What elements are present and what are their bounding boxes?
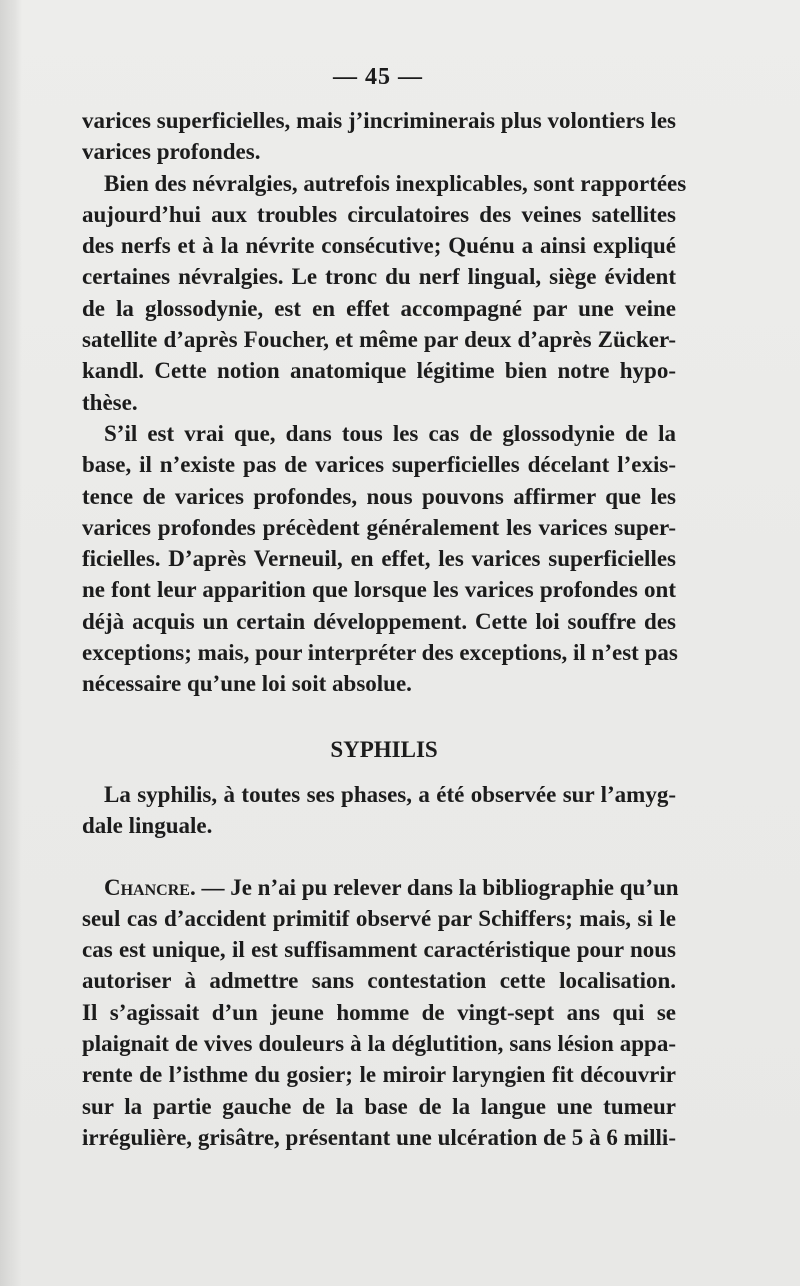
text-line: aujourd’hui aux troubles circulatoires des veines satellites [82,201,676,227]
text-line: des nerfs et à la névrite consécutive; Quénu a ainsi expliqué [82,233,676,259]
paragraph-gap [82,842,676,872]
text-line: tence de varices profondes, nous pouvons affirmer que les [82,483,676,509]
text-line: Bien des névralgies, autrefois inexplicables, sont rapportées [104,170,687,196]
text-line: nécessaire qu’une loi soit absolue. [82,671,412,697]
text-fragment: — Je n’ai pu relever dans la bibliographie qu’un [195,874,679,900]
text-line: base, il n’existe pas de varices superficielles décelant l’exis- [82,452,676,478]
text-line: ne font leur apparition que lorsque les varices profondes ont [82,577,676,603]
text-line: S’il est vrai que, dans tous les cas de glossodynie de la [104,420,676,446]
section-heading: SYPHILIS [330,736,438,762]
text-line: de la glossodynie, est en effet accompagné par une veine [82,295,676,321]
text-line [82,872,679,903]
text-line: ficielles. D’après Verneuil, en effet, les varices superficielles [82,546,676,572]
subsection-label: Chancre. [104,874,196,900]
text-line: irrégulière, grisâtre, présentant une ulcération de 5 à 6 milli- [82,1124,676,1150]
text-line: La syphilis, à toutes ses phases, a été observée sur l’amyg- [104,781,676,807]
text-line: rente de l’isthme du gosier; le miroir laryngien fit découvrir [82,1062,676,1088]
text-line: Il s’agissait d’un jeune homme de vingt-sept ans qui se [82,999,676,1025]
text-line: kandl. Cette notion anatomique légitime bien notre hypo- [82,358,676,384]
text-line: plaignait de vives douleurs à la déglutition, sans lésion appa- [82,1031,676,1057]
text-line: autoriser à admettre sans contestation cette localisation. [82,968,676,994]
text-line: cas est unique, il est suffisamment caractéristique pour nous [82,937,676,963]
text-line: varices profondes. [82,139,261,165]
text-line: satellite d’après Foucher, et même par deux d’après Zücker- [82,327,676,353]
text-line: dale linguale. [82,813,213,839]
text-line: certaines névralgies. Le tronc du nerf lingual, siège évident [82,264,676,290]
text-line: déjà acquis un certain développement. Cette loi souffre des [82,608,676,634]
page-gutter-shadow [0,0,22,1286]
text-line: sur la partie gauche de la base de la langue une tumeur [82,1093,676,1119]
text-line: exceptions; mais, pour interpréter des exceptions, il n’est pas [82,640,678,666]
text-line: seul cas d’accident primitif observé par Schiffers; mais, si le [82,905,676,931]
page-number: — 45 — [333,64,423,90]
body-text [82,105,687,1153]
text-line: thèse. [82,389,138,415]
text-line: varices superficielles, mais j’incriminerais plus volontiers les [82,108,676,133]
text-line: varices profondes précèdent généralement les varices super- [82,514,676,540]
